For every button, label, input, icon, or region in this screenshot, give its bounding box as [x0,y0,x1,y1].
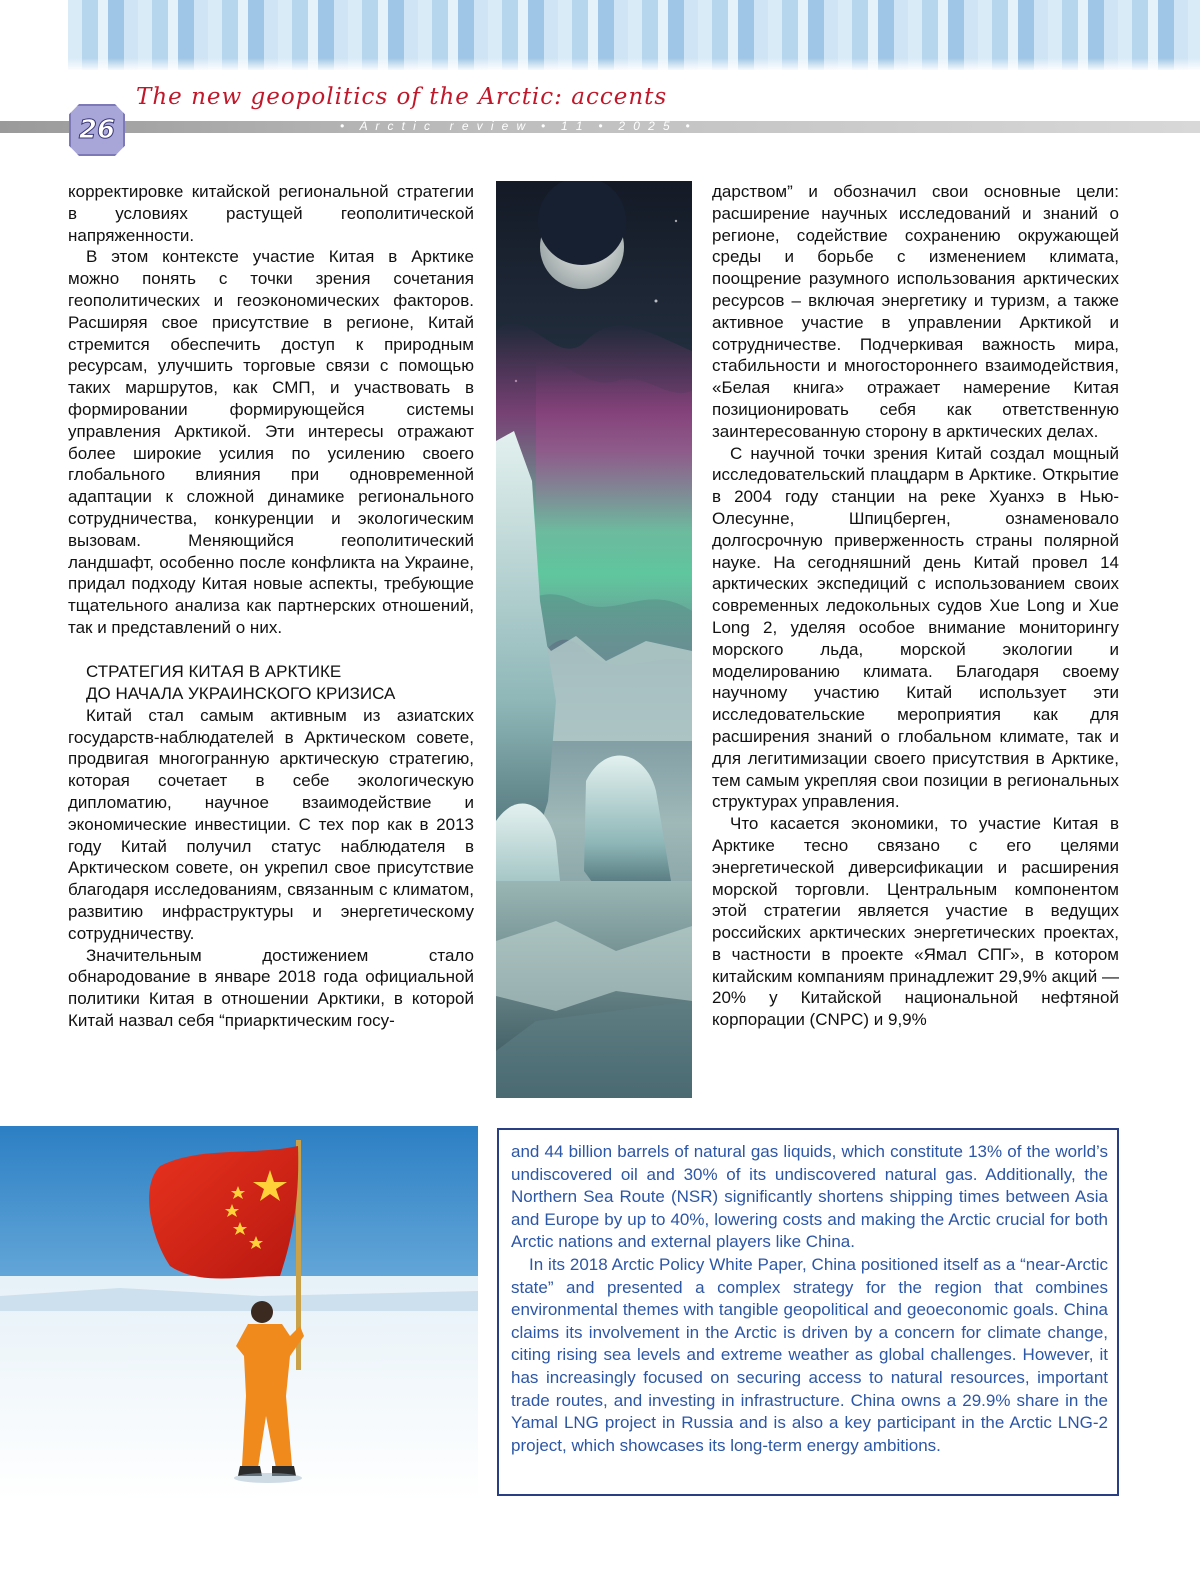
left-text-column [68,181,474,1032]
flag-explorer-photo [0,1126,478,1500]
paragraph: Что касается экономики, то участие Китая в Арктике тесно связано с его целями энергетической диверсификации и расширения морской торговли. Центральным компонентом этой стратегии является участие в ведущих российских арктических энергетических проектах, в частности в проекте «Ямал СПГ», в котором китайским компаниям принадлежит 29,9% акций — 20% у Китайской национальной нефтяной корпорации (CNPC) и 9,9% [712,813,1119,1031]
right-text-column [712,181,1119,1031]
english-summary-box [497,1128,1119,1496]
aurora-image [496,181,692,1098]
paragraph: В этом контексте участие Китая в Арктике можно понять с точки зрения сочетания геополитических и геоэкономических факторов. Расширяя свое присутствие в регионе, Китай стремится обеспечить доступ к природным ресурсам, улучшить торговые связи с помощью таких маршрутов, как СМП, и участвовать в формировании формирующейся системы управления Арктикой. Эти интересы отражают более широкие усилия по усилению своего глобального влияния при одновременной адаптации к сложной динамике регионального сотрудничества, конкуренции и экологическим вызовам. Меняющийся геополитический ландшафт, особенно после конфликта на Украине, придал подходу Китая новые аспекты, требующие тщательного анализа как партнерских отношений, так и представлений о них. [68,246,474,638]
section-heading [86,661,474,705]
section-heading-line: СТРАТЕГИЯ КИТАЯ В АРКТИКЕ [86,661,474,683]
english-paragraph: In its 2018 Arctic Policy White Paper, China positioned itself as a “near-Arctic state” and presented a complex strategy for the region that combines environmental themes with tangible geopolitical and geoeconomic goals. China claims its involvement in the Arctic is driven by a concern for climate change, citing rising sea levels and extreme weather as global challenges. However, it has increasingly focused on securing access to natural resources, important trade routes, and investing in infrastructure. China owns a 29.9% share in the Yamal LNG project in Russia and is also a key participant in the Arctic LNG-2 project, which showcases its long-term energy ambitions. [511,1254,1108,1457]
paragraph: корректировке китайской региональной стратегии в условиях растущей геополитической напряженности. [68,181,474,246]
header-decorative-band [68,0,1200,70]
aurora-illustration [496,181,692,1098]
paragraph: дарством” и обозначил свои основные цели: расширение научных исследований и знаний о регионе, содействие сохранению окружающей среды и борьбе с изменением климата, поощрение разумного использования арктических ресурсов – включая энергетику и туризм, а также активное участие в управлении Арктикой и сотрудничестве. Подчеркивая важность мира, стабильности и многостороннего взаимодействия, «Белая книга» отражает намерение Китая позиционировать себя как ответственную заинтересованную сторону в арктических делах. [712,181,1119,443]
paragraph: Значительным достижением стало обнародование в январе 2018 года официальной политики Китая в отношении Арктики, в которой Китай назвал себя “приарктическим госу- [68,945,474,1032]
journal-issue-line: • A r c t i c r e v i e w • 1 1 • 2 0 2 5 • [340,119,690,133]
english-paragraph: and 44 billion barrels of natural gas liquids, which constitute 13% of the world’s undiscovered oil and 30% of its undiscovered natural gas. Additionally, the Northern Sea Route (NSR) significantly shortens shipping times between Asia and Europe by up to 40%, lowering costs and making the Arctic crucial for both Arctic nations and external players like China. [511,1141,1108,1254]
page-number-badge [69,104,125,156]
paragraph: Китай стал самым активным из азиатских государств-наблюдателей в Арктическом совете, продвигая многогранную арктическую стратегию, которая сочетает в себе экологическую дипломатию, научное взаимодействие и экономические инвестиции. С тех пор как в 2013 году Китай получил статус наблюдателя в Арктическом совете, он укрепил свое присутствие благодаря исследованиям, связанным с климатом, развитию инфраструктуры и энергетическому сотрудничеству. [68,705,474,945]
page-number: 26 [79,115,115,145]
page-title: The new geopolitics of the Arctic: accents [136,84,667,110]
paragraph: С научной точки зрения Китай создал мощный исследовательский плацдарм в Арктике. Открытие в 2004 году станции на реке Хуанхэ в Нью-Олесунне, Шпицберген, ознаменовало долгосрочную приверженность страны полярной науке. На сегодняшний день Китай провел 14 арктических экспедиций с использованием своих современных ледокольных судов Xue Long и Xue Long 2, уделяя особое внимание мониторингу морского льда, морской экологии и моделированию климата. Благодаря своему научному участию Китай использует эти исследовательские мероприятия как для расширения знаний о глобальном климате, так и для легитимизации своего присутствия в Арктике, тем самым укрепляя свои позиции в региональных структурах управления. [712,443,1119,814]
section-heading-line: ДО НАЧАЛА УКРАИНСКОГО КРИЗИСА [86,683,474,705]
flag-photo-image [0,1126,478,1500]
